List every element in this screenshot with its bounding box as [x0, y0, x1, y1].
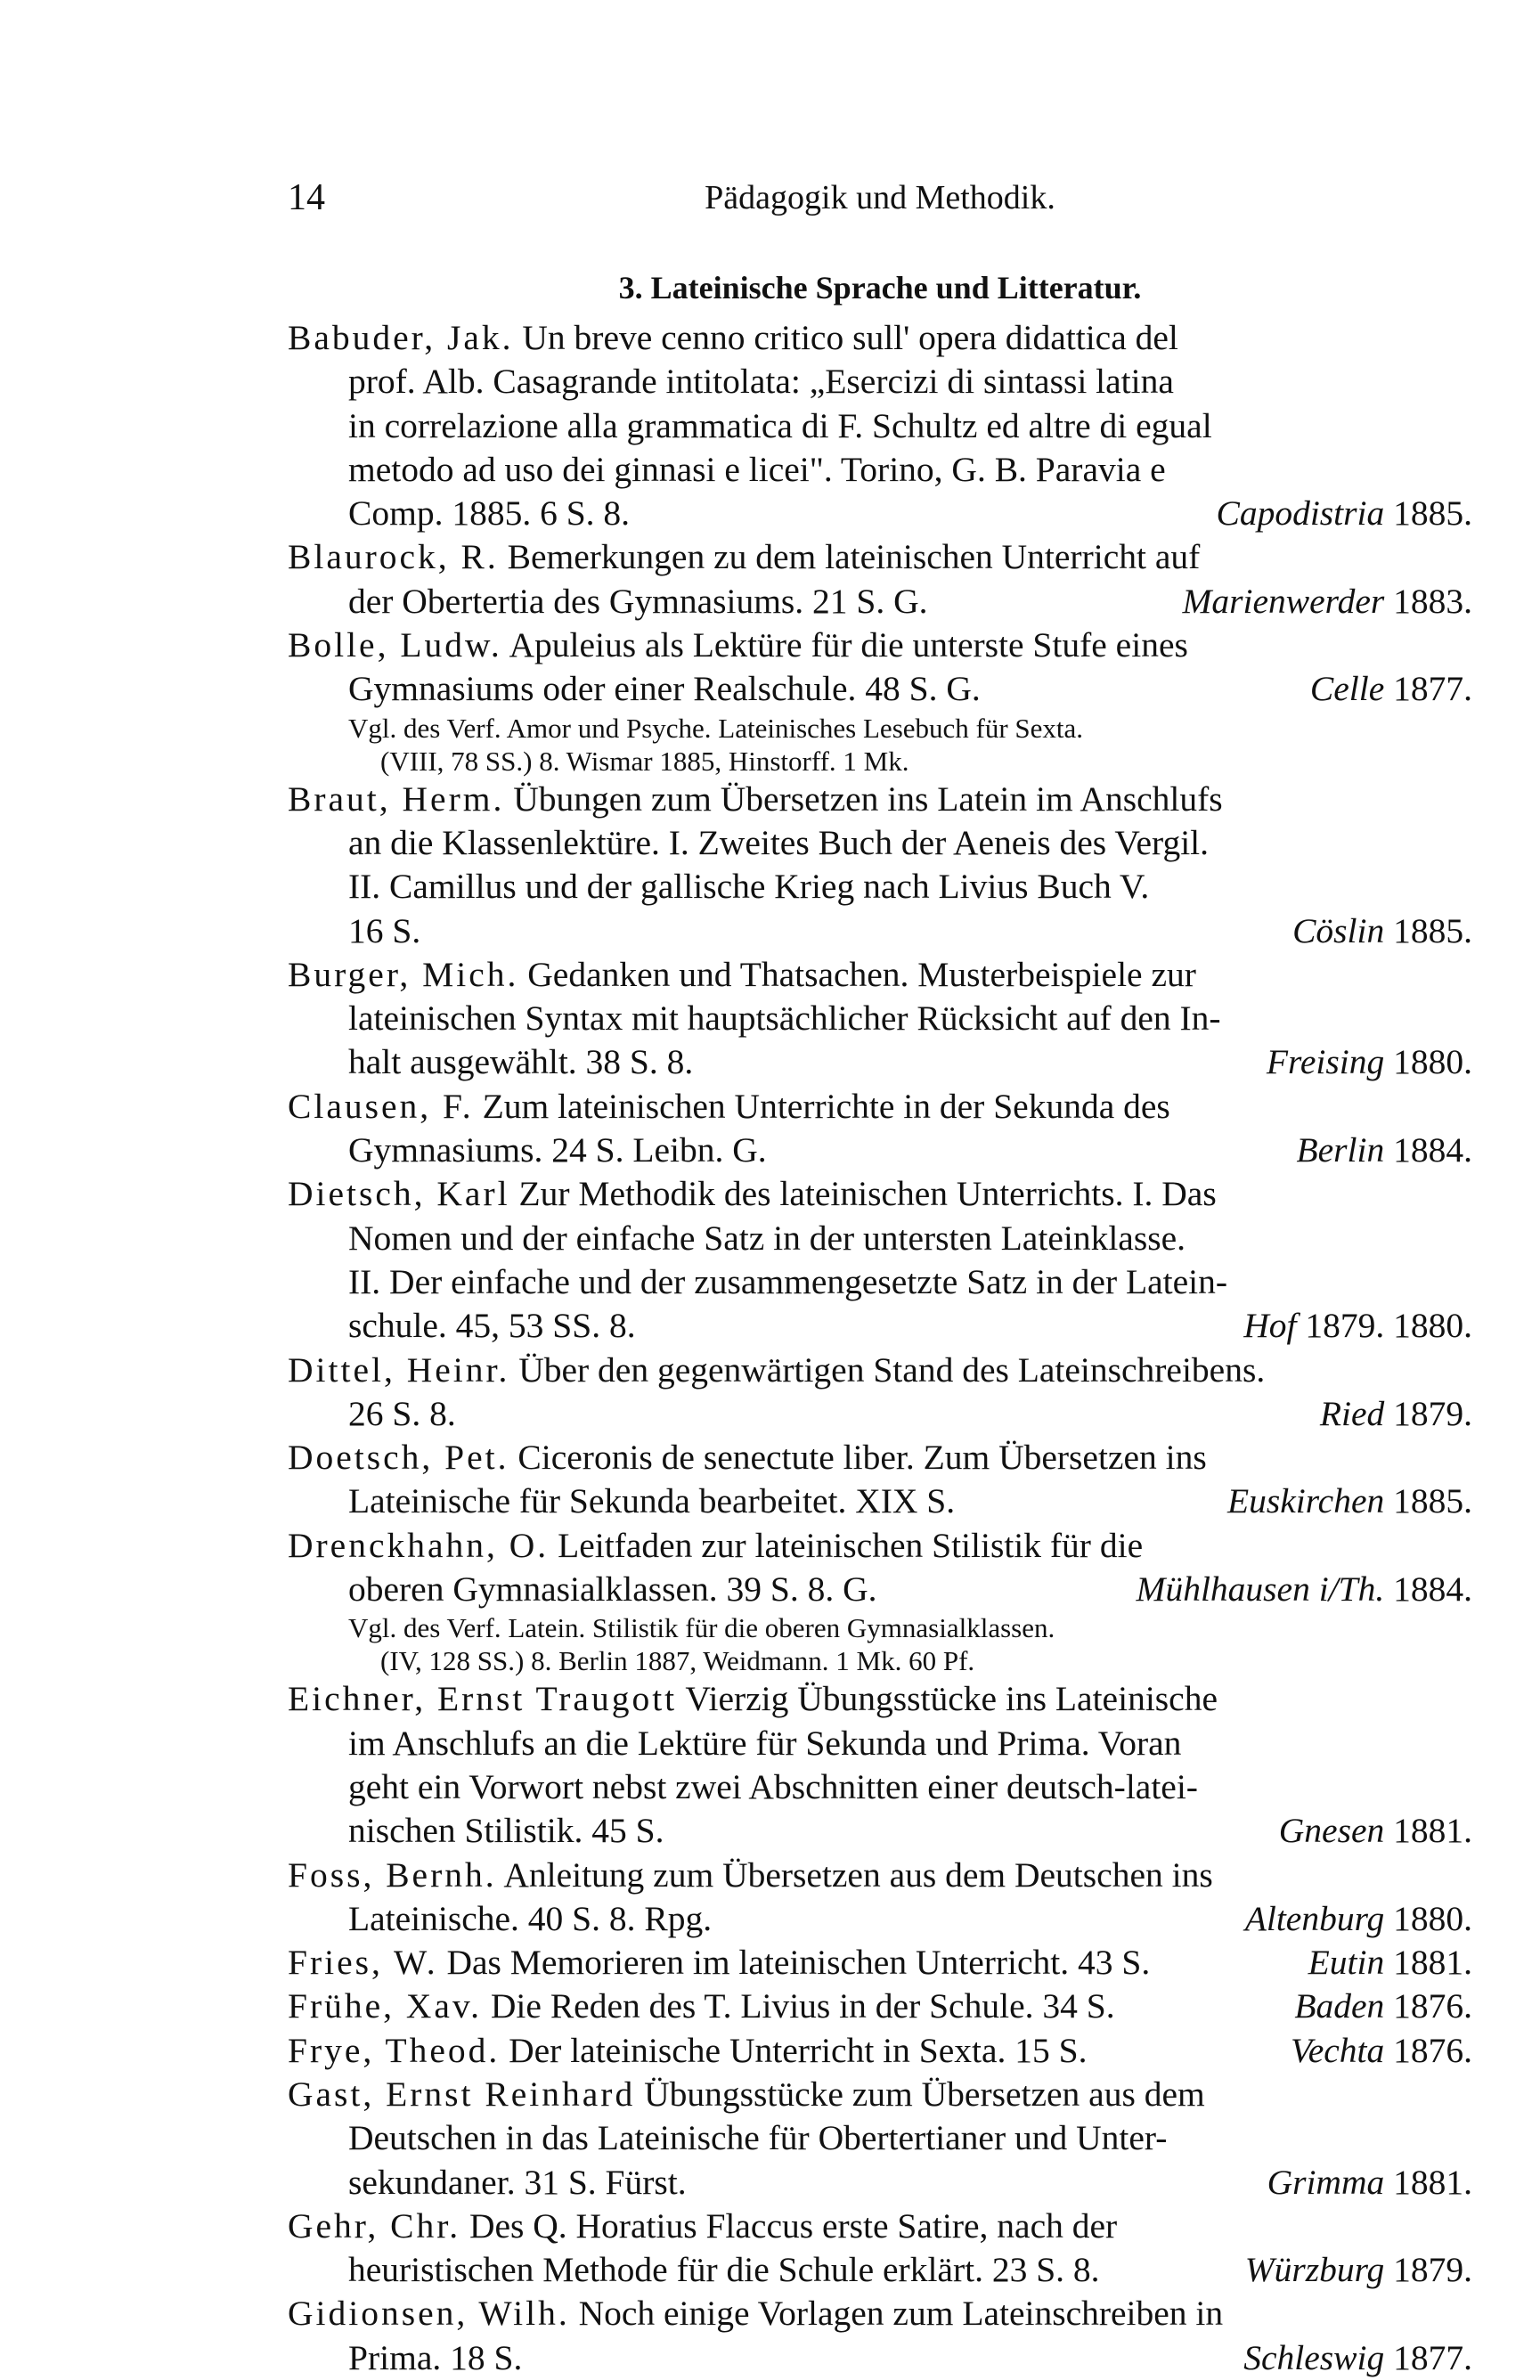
- entry-place: Altenburg: [1244, 1898, 1385, 1938]
- entry-line: [288, 865, 1472, 909]
- entry-line: [288, 580, 1472, 624]
- entry-author: Burger, Mich.: [288, 954, 519, 994]
- entry-line: [288, 1524, 1472, 1568]
- entry-year: 1883.: [1393, 581, 1472, 621]
- entry-text: [348, 1809, 664, 1853]
- entry-place: Capodistria: [1216, 493, 1385, 534]
- bib-entry: [288, 535, 1472, 624]
- entry-text: [348, 1040, 693, 1084]
- entry-author: Gidionsen, Wilh.: [288, 2294, 570, 2334]
- entry-line: [288, 1260, 1472, 1304]
- bib-entry: [288, 2205, 1472, 2293]
- entry-line: [288, 1304, 1472, 1348]
- entry-title: II. Der einfache und der zusammengesetzte Satz in der Latein-: [348, 1261, 1228, 1301]
- entry-text: [348, 2161, 687, 2205]
- entry-author: Babuder, Jak.: [288, 318, 514, 357]
- entry-author: Gehr, Chr.: [288, 2205, 461, 2246]
- entry-author: Frye, Theod.: [288, 2030, 501, 2070]
- entry-place-year: [1137, 1568, 1472, 1611]
- entry-place: Ried: [1319, 1393, 1385, 1433]
- bib-entry: [288, 1854, 1472, 1942]
- bib-entry: [288, 778, 1472, 953]
- entry-author: Blaurock, R.: [288, 537, 499, 577]
- entry-note: (VIII, 78 SS.) 8. Wismar 1885, Hinstorff. 1 Mk.: [380, 745, 909, 777]
- entry-pub: Die Reden des T. Livius in der Schule. 34 S.: [490, 1986, 1115, 2026]
- entry-line: [288, 1172, 1472, 1216]
- entry-title: Übungsstücke zum Übersetzen aus dem: [644, 2074, 1205, 2114]
- entry-pub: heuristischen Methode für die Schule erklärt. 23 S. 8.: [348, 2250, 1100, 2290]
- entry-title: Vierzig Übungsstücke ins Lateinische: [685, 1679, 1218, 1719]
- entry-text: [348, 1479, 955, 1523]
- entry-place: Freising: [1266, 1042, 1385, 1082]
- entry-line: [288, 492, 1472, 535]
- entry-year: 1880.: [1393, 1898, 1472, 1938]
- entry-year: 1881.: [1393, 1943, 1472, 1983]
- entry-title: II. Camillus und der gallische Krieg nach Livius Buch V.: [348, 867, 1150, 907]
- bib-entry: [288, 1085, 1472, 1173]
- entry-line: [288, 2336, 1472, 2380]
- entry-place-year: [1308, 1941, 1472, 1985]
- entry-title: lateinischen Syntax mit hauptsächlicher Rücksicht auf den In-: [348, 998, 1221, 1039]
- bib-entry: [288, 316, 1472, 535]
- entry-line: [288, 1941, 1472, 1985]
- entry-pub: schule. 45, 53 SS. 8.: [348, 1306, 636, 1346]
- entry-year: 1876.: [1393, 1986, 1472, 2026]
- entry-year: 1884.: [1393, 1130, 1472, 1170]
- entry-place-year: [1245, 2248, 1472, 2292]
- entry-place-year: [1310, 667, 1472, 711]
- entry-year: 1885.: [1393, 910, 1472, 950]
- entry-place: Euskirchen: [1227, 1481, 1385, 1521]
- entry-line: [288, 1085, 1472, 1129]
- entry-title: Über den gegenwärtigen Stand des Lateinschreibens.: [518, 1349, 1266, 1390]
- entry-title: Gedanken und Thatsachen. Musterbeispiele zur: [527, 954, 1196, 994]
- entry-line: [288, 1765, 1472, 1809]
- entry-author: Doetsch, Pet.: [288, 1438, 509, 1478]
- entry-title: in correlazione alla grammatica di F. Schultz ed altre di egual: [348, 405, 1212, 445]
- entry-line: [288, 2073, 1472, 2116]
- entry-title: Zur Methodik des lateinischen Unterrichts. I. Das: [518, 1174, 1217, 1214]
- entry-line: [288, 778, 1472, 821]
- entry-place-year: [1216, 492, 1472, 535]
- entry-title: Bemerkungen zu dem lateinischen Unterricht auf: [507, 537, 1201, 577]
- entry-line: [288, 953, 1472, 997]
- entry-text: [348, 1304, 636, 1348]
- entry-place-year: [1243, 1304, 1472, 1348]
- entry-author: Gast, Ernst Reinhard: [288, 2074, 636, 2114]
- entry-title: Leitfaden zur lateinischen Stilistik für die: [558, 1525, 1144, 1565]
- bib-entry: [288, 2029, 1472, 2073]
- entry-place-year: [1291, 2029, 1472, 2073]
- entry-place: Hof: [1243, 1306, 1297, 1346]
- entry-line: [288, 2248, 1472, 2292]
- entry-place: Cöslin: [1292, 910, 1385, 950]
- entry-place: Celle: [1309, 669, 1385, 709]
- entry-place-year: [1279, 1809, 1472, 1853]
- page-header: [288, 176, 1472, 221]
- entry-text: [348, 1129, 767, 1172]
- entry-line: [288, 2292, 1472, 2335]
- entry-place: Baden: [1294, 1986, 1385, 2026]
- entry-line: [288, 316, 1472, 360]
- bibliography-list: [288, 316, 1472, 2380]
- entry-line: [288, 909, 1472, 953]
- entry-pub: Gymnasiums. 24 S. Leibn. G.: [348, 1130, 767, 1170]
- bib-entry: [288, 2073, 1472, 2205]
- entry-text: [348, 1392, 456, 1436]
- bib-entry: [288, 1436, 1472, 1524]
- entry-text: [348, 492, 630, 535]
- entry-line: [288, 821, 1472, 865]
- entry-title: Anleitung zum Übersetzen aus dem Deutschen ins: [503, 1854, 1213, 1895]
- entry-line: [288, 404, 1472, 448]
- entry-place: Berlin: [1296, 1130, 1385, 1170]
- entry-line: [288, 667, 1472, 711]
- bib-entry: [288, 1349, 1472, 1437]
- entry-text: [348, 1897, 712, 1941]
- entry-pub: Comp. 1885. 6 S. 8.: [348, 493, 631, 534]
- entry-line: [288, 2029, 1472, 2073]
- entry-year: 1885.: [1393, 1481, 1472, 1521]
- entry-pub: Lateinische. 40 S. 8. Rpg.: [348, 1898, 713, 1938]
- page-number: 14: [288, 177, 325, 218]
- entry-line: [288, 360, 1472, 403]
- entry-author: Frühe, Xav.: [288, 1986, 483, 2026]
- running-title: Pädagogik und Methodik.: [705, 179, 1055, 216]
- entry-title: Noch einige Vorlagen zum Lateinschreiben in: [578, 2294, 1224, 2334]
- entry-place-year: [1320, 1392, 1472, 1436]
- entry-line: [288, 1349, 1472, 1392]
- entry-pub: halt ausgewählt. 38 S. 8.: [348, 1042, 694, 1082]
- entry-text: [288, 1985, 1115, 2028]
- entry-place: Gnesen: [1278, 1811, 1385, 1851]
- entry-line: [288, 1040, 1472, 1084]
- entry-year: 1885.: [1393, 493, 1472, 534]
- bib-entry: [288, 1677, 1472, 1853]
- bib-entry: [288, 953, 1472, 1085]
- entry-note: Vgl. des Verf. Amor und Psyche. Lateinisches Lesebuch für Sexta.: [348, 712, 1084, 744]
- entry-line: [288, 1436, 1472, 1479]
- entry-year: 1879.: [1393, 2250, 1472, 2290]
- entry-place-year: [1267, 1040, 1472, 1084]
- entry-pub: Lateinische für Sekunda bearbeitet. XIX S.: [348, 1481, 956, 1521]
- entry-pub: sekundaner. 31 S. Fürst.: [348, 2162, 687, 2202]
- entry-title: Nomen und der einfache Satz in der untersten Lateinklasse.: [348, 1218, 1186, 1258]
- entry-line: [288, 1985, 1472, 2028]
- entry-author: Foss, Bernh.: [288, 1854, 497, 1895]
- entry-text: [348, 2336, 522, 2380]
- entry-title: Deutschen in das Lateinische für Obertertianer und Unter-: [348, 2118, 1168, 2158]
- entry-place-year: [1292, 909, 1472, 953]
- entry-pub: nischen Stilistik. 45 S.: [348, 1811, 664, 1851]
- entry-author: Dittel, Heinr.: [288, 1349, 510, 1390]
- entry-line: [288, 535, 1472, 579]
- entry-title: Apuleius als Lektüre für die unterste Stufe eines: [509, 625, 1188, 665]
- entry-line: [288, 1809, 1472, 1853]
- entry-line: [288, 624, 1472, 667]
- entry-title: prof. Alb. Casagrande intitolata: „Esercizi di sintassi latina: [348, 362, 1174, 402]
- bib-entry: [288, 1524, 1472, 1678]
- entry-pub: 26 S. 8.: [348, 1393, 456, 1433]
- entry-pub: 16 S.: [348, 910, 421, 950]
- bib-entry: [288, 2292, 1472, 2380]
- section-heading: 3. Lateinische Sprache und Litteratur.: [618, 270, 1142, 306]
- entry-title: Un breve cenno critico sull' opera didattica del: [522, 318, 1178, 357]
- entry-place: Vechta: [1290, 2030, 1385, 2070]
- entry-place-year: [1227, 1479, 1472, 1523]
- entry-place: Schleswig: [1243, 2337, 1385, 2377]
- entry-title: an die Klassenlektüre. I. Zweites Buch der Aeneis des Vergil.: [348, 822, 1210, 862]
- entry-pub: Gymnasiums oder einer Realschule. 48 S. G.: [348, 669, 981, 709]
- entry-note: Vgl. des Verf. Latein. Stilistik für die oberen Gymnasialklassen.: [348, 1612, 1055, 1644]
- entry-title: Ciceronis de senectute liber. Zum Übersetzen ins: [517, 1438, 1207, 1478]
- entry-place: Würzburg: [1244, 2250, 1385, 2290]
- entry-place: Marienwerder: [1182, 581, 1385, 621]
- entry-place-year: [1294, 1985, 1472, 2028]
- bib-entry: [288, 624, 1472, 778]
- entry-title: Des Q. Horatius Flaccus erste Satire, nach der: [469, 2205, 1118, 2246]
- entry-line: [288, 997, 1472, 1040]
- entry-place-year: [1267, 2161, 1472, 2205]
- entry-author: Eichner, Ernst Traugott: [288, 1679, 678, 1719]
- entry-place-year: [1297, 1129, 1472, 1172]
- entry-title: Zum lateinischen Unterrichte in der Sekunda des: [482, 1086, 1170, 1126]
- entry-year: 1877.: [1393, 669, 1472, 709]
- entry-line: [288, 1217, 1472, 1260]
- entry-year: 1884.: [1393, 1569, 1472, 1610]
- entry-author: Fries, W.: [288, 1943, 438, 1983]
- entry-line: [288, 1854, 1472, 1897]
- entry-year: 1881.: [1393, 1811, 1472, 1851]
- bib-entry: [288, 1985, 1472, 2028]
- entry-author: Bolle, Ludw.: [288, 625, 502, 665]
- entry-place-year: [1183, 580, 1472, 624]
- entry-note: (IV, 128 SS.) 8. Berlin 1887, Weidmann. 1 Mk. 60 Pf.: [380, 1645, 975, 1677]
- entry-author: Dietsch, Karl: [288, 1174, 510, 1214]
- entry-author: Drenckhahn, O.: [288, 1525, 550, 1565]
- entry-line: [288, 2161, 1472, 2205]
- entry-place: Eutin: [1308, 1943, 1385, 1983]
- entry-author: Clausen, F.: [288, 1086, 474, 1126]
- entry-pub: Prima. 18 S.: [348, 2337, 523, 2377]
- entry-line: [288, 1568, 1472, 1611]
- entry-pub: der Obertertia des Gymnasiums. 21 S. G.: [348, 581, 928, 621]
- entry-line: [288, 448, 1472, 492]
- entry-title: geht ein Vorwort nebst zwei Abschnitten einer deutsch-latei-: [348, 1766, 1198, 1806]
- entry-text: [348, 1568, 877, 1611]
- entry-year: 1879.: [1393, 1393, 1472, 1433]
- entry-line: [288, 2205, 1472, 2248]
- entry-pub: Der lateinische Unterricht in Sexta. 15 S.: [509, 2030, 1088, 2070]
- entry-line: [288, 1129, 1472, 1172]
- entry-line: [288, 1897, 1472, 1941]
- entry-place-year: [1243, 2336, 1472, 2380]
- entry-year: 1877.: [1393, 2337, 1472, 2377]
- entry-text: [348, 909, 420, 953]
- entry-year: 1876.: [1393, 2030, 1472, 2070]
- entry-title: Übungen zum Übersetzen ins Latein im Anschlufs: [513, 778, 1223, 819]
- entry-place-year: [1245, 1897, 1472, 1941]
- entry-line: [288, 2116, 1472, 2160]
- entry-text: [348, 580, 928, 624]
- entry-year: 1879. 1880.: [1305, 1306, 1472, 1346]
- entry-place: Mühlhausen i/Th.: [1136, 1569, 1385, 1610]
- entry-title: metodo ad uso dei ginnasi e licei". Torino, G. B. Paravia e: [348, 449, 1166, 489]
- bib-entry: [288, 1172, 1472, 1348]
- entry-line: [288, 1479, 1472, 1523]
- entry-text: [288, 1941, 1150, 1985]
- entry-text: [348, 2248, 1100, 2292]
- entry-year: 1880.: [1393, 1042, 1472, 1082]
- entry-pub: oberen Gymnasialklassen. 39 S. 8. G.: [348, 1569, 877, 1610]
- entry-text: [348, 667, 981, 711]
- entry-line: [288, 1677, 1472, 1721]
- entry-year: 1881.: [1393, 2162, 1472, 2202]
- entry-text: [288, 2029, 1088, 2073]
- entry-pub: Das Memorieren im lateinischen Unterricht. 43 S.: [446, 1943, 1151, 1983]
- entry-author: Braut, Herm.: [288, 778, 505, 819]
- entry-place: Grimma: [1267, 2162, 1385, 2202]
- bib-entry: [288, 1941, 1472, 1985]
- entry-title: im Anschlufs an die Lektüre für Sekunda und Prima. Voran: [348, 1723, 1182, 1763]
- entry-line: [288, 1722, 1472, 1765]
- entry-line: [288, 1392, 1472, 1436]
